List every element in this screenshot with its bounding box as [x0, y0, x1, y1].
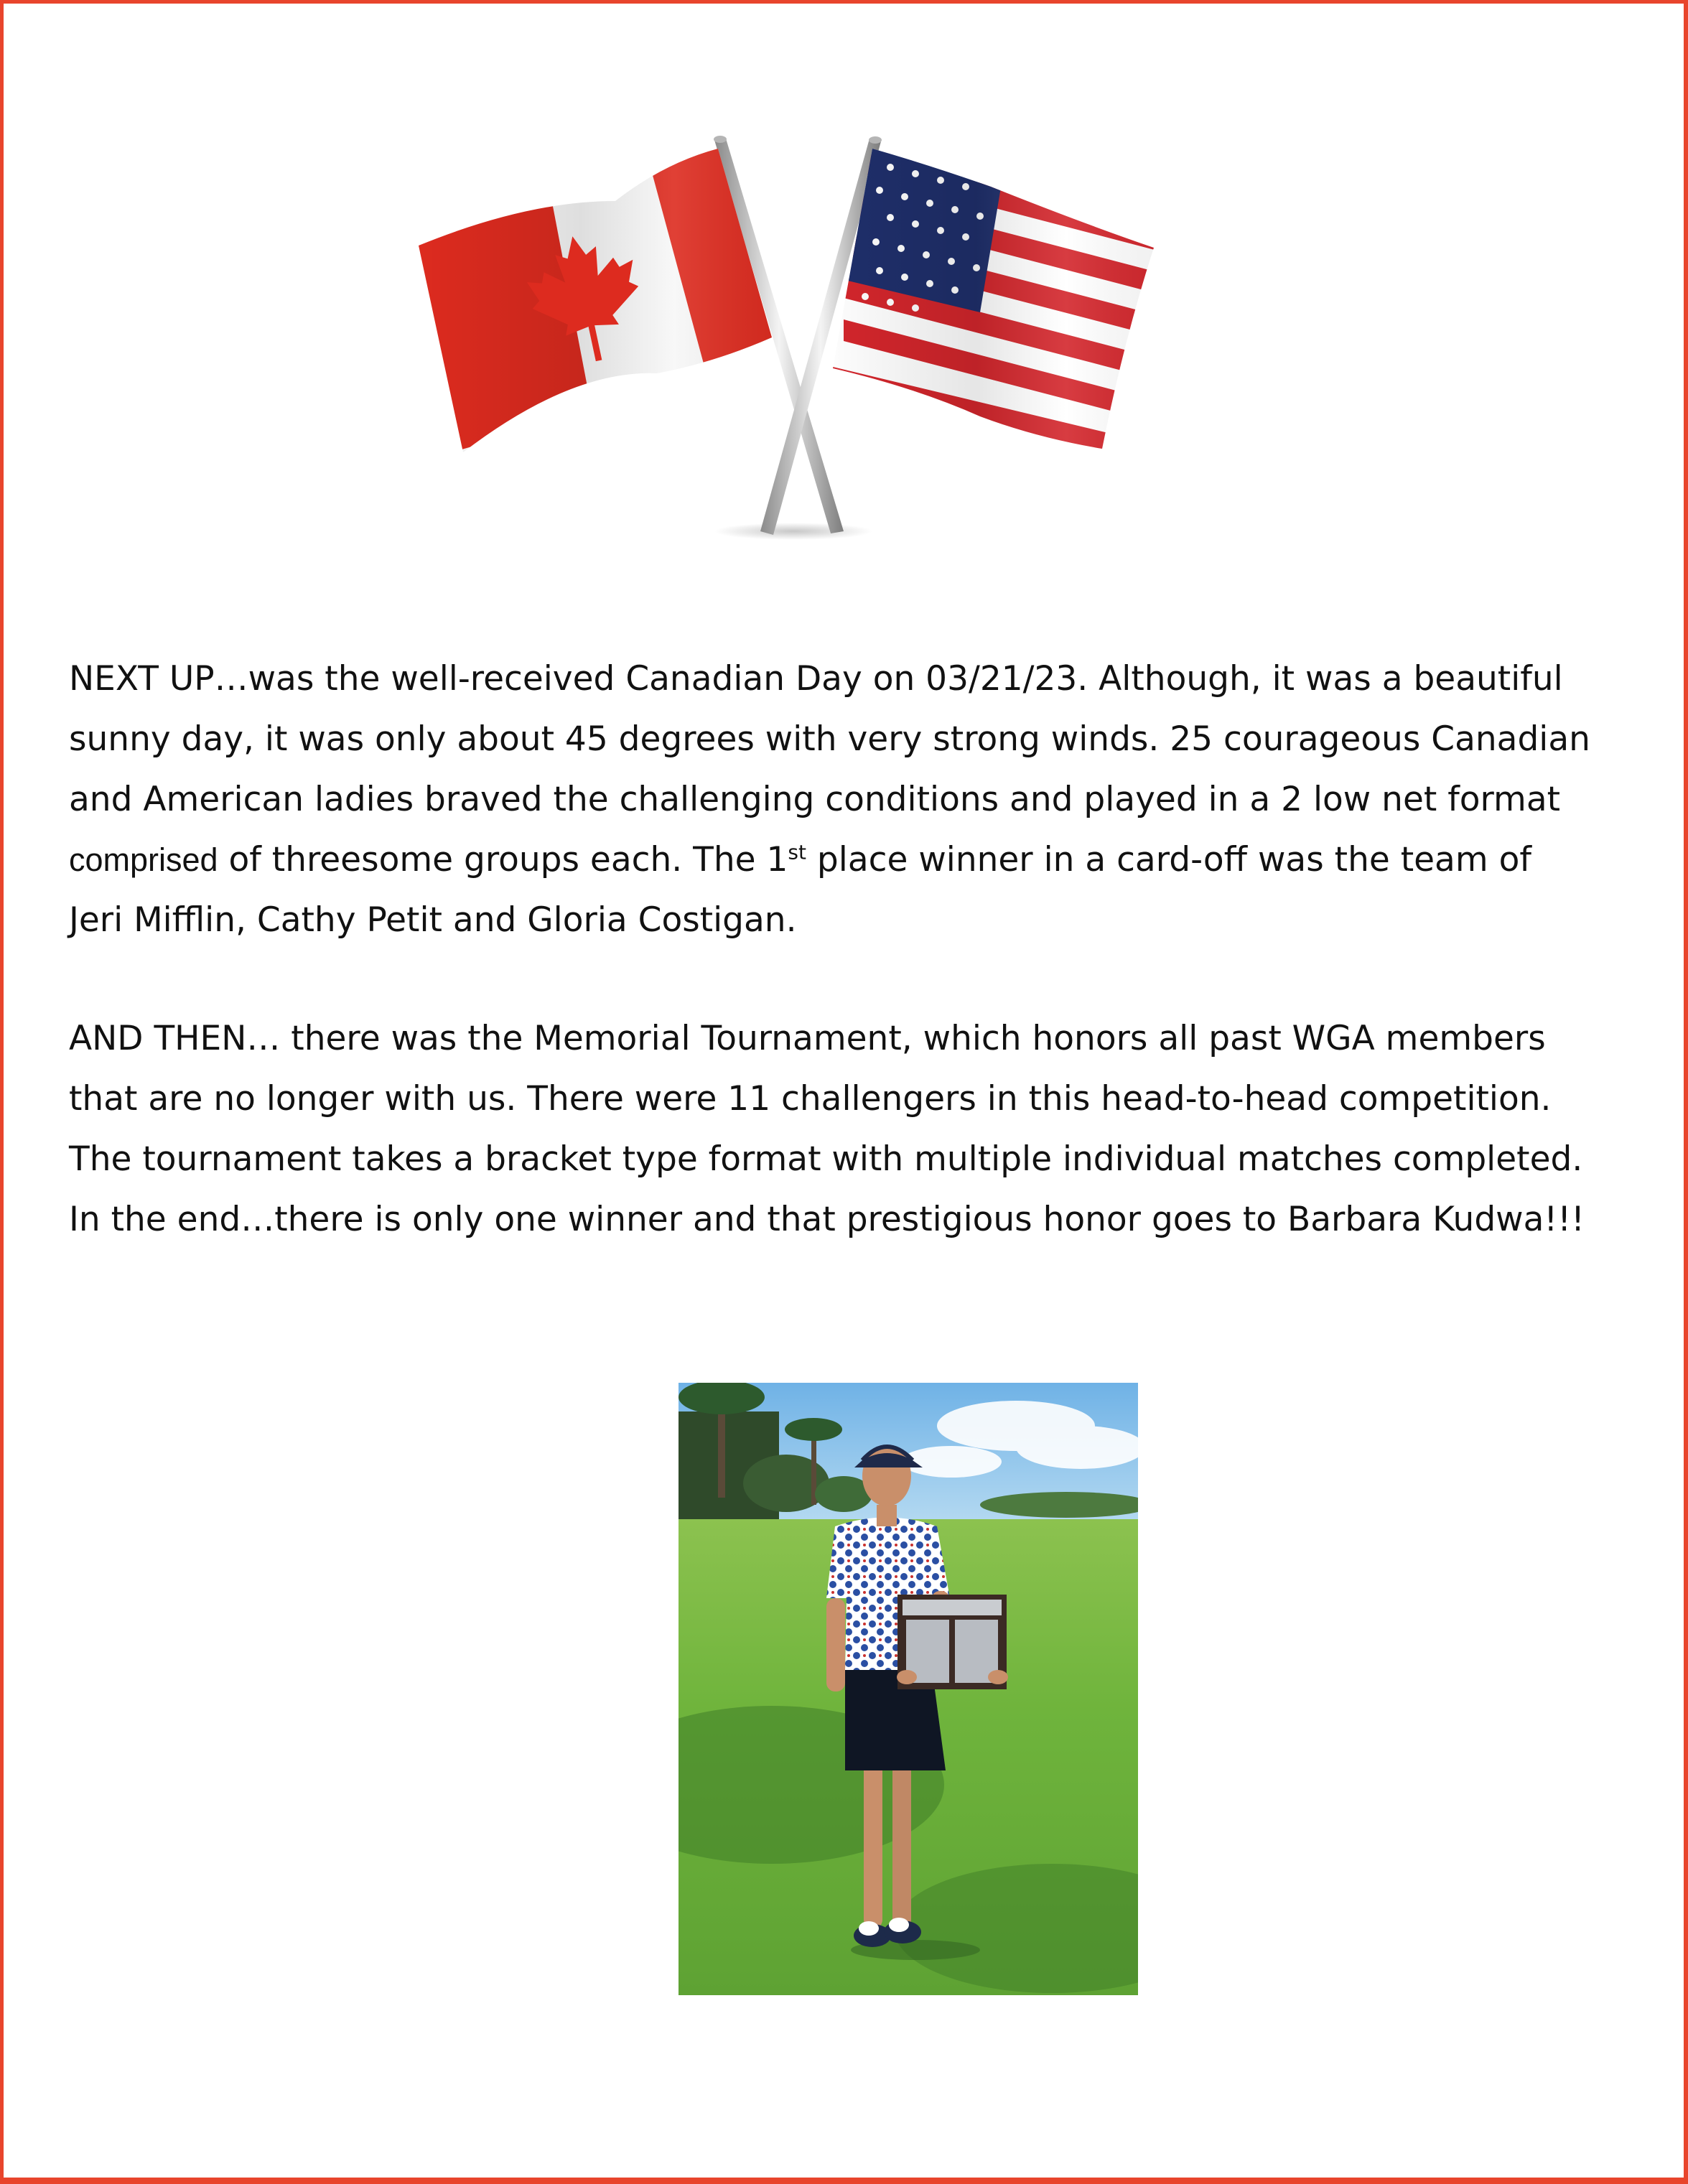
- paragraph-line: Jeri Mifflin, Cathy Petit and Gloria Costigan.: [69, 900, 797, 940]
- paragraph-line: sunny day, it was only about 45 degrees with very strong winds. 25 courageous Canadian: [69, 719, 1590, 759]
- ordinal-suffix: st: [788, 840, 806, 864]
- paragraph-line: The tournament takes a bracket type format with multiple individual matches completed.: [69, 1139, 1583, 1179]
- canadian-day-paragraph: [69, 649, 1613, 951]
- usa-flag-icon: [815, 133, 1174, 470]
- memorial-tournament-paragraph: [69, 1009, 1613, 1250]
- winner-photo: [679, 1383, 1138, 1995]
- paragraph-line: that are no longer with us. There were 11 challengers in this head-to-head competition.: [69, 1079, 1552, 1119]
- comprised-word: comprised: [69, 841, 218, 878]
- pole-shadow: [714, 523, 872, 540]
- paragraph-line: In the end…there is only one winner and that prestigious honor goes to Barbara Kudwa!!!: [69, 1200, 1585, 1239]
- line4-text: of threesome groups each. The 1: [218, 840, 788, 879]
- paragraph-line: NEXT UP…was the well-received Canadian Day on 03/21/23. Although, it was a beautiful: [69, 659, 1563, 699]
- line4-text-end: place winner in a card-off was the team of: [806, 840, 1531, 879]
- paragraph-line: [69, 830, 1613, 890]
- crossed-flags-image: [413, 133, 1174, 549]
- paragraph-line: AND THEN… there was the Memorial Tournament, which honors all past WGA members: [69, 1019, 1546, 1058]
- paragraph-line: and American ladies braved the challenging conditions and played in a 2 low net format: [69, 780, 1561, 819]
